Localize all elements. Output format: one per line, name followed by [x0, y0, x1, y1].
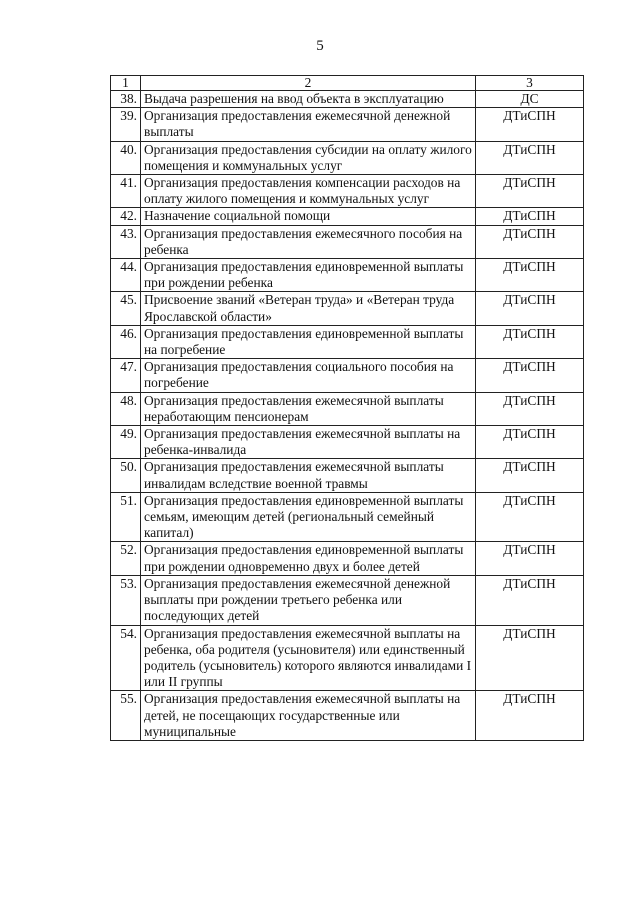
table-row	[111, 259, 584, 292]
responsible-department: ДТиСПН	[476, 225, 584, 258]
responsible-department: ДТиСПН	[476, 108, 584, 141]
responsible-department: ДТиСПН	[476, 259, 584, 292]
row-number: 42.	[111, 208, 141, 225]
table-row	[111, 175, 584, 208]
table-row	[111, 575, 584, 625]
header-col-3: 3	[476, 76, 584, 91]
service-name: Организация предоставления ежемесячной денежной выплаты	[141, 108, 476, 141]
table-row	[111, 691, 584, 741]
header-col-2: 2	[141, 76, 476, 91]
service-name: Организация предоставления ежемесячной выплаты на ребенка, оба родителя (усыновителя) или единственный родитель (усыновитель) которого являются инвалидами I или II группы	[141, 625, 476, 691]
row-number: 43.	[111, 225, 141, 258]
responsible-department: ДТиСПН	[476, 575, 584, 625]
service-name: Организация предоставления компенсации расходов на оплату жилого помещения и коммунальных услуг	[141, 175, 476, 208]
table-row	[111, 292, 584, 325]
service-name: Выдача разрешения на ввод объекта в эксплуатацию	[141, 91, 476, 108]
service-name: Организация предоставления единовременной выплаты семьям, имеющим детей (региональный семейный капитал)	[141, 492, 476, 542]
service-name: Организация предоставления ежемесячной выплаты инвалидам вследствие военной травмы	[141, 459, 476, 492]
services-table	[110, 75, 584, 741]
responsible-department: ДТиСПН	[476, 208, 584, 225]
service-name: Организация предоставления социального пособия на погребение	[141, 359, 476, 392]
responsible-department: ДТиСПН	[476, 175, 584, 208]
row-number: 45.	[111, 292, 141, 325]
row-number: 50.	[111, 459, 141, 492]
row-number: 48.	[111, 392, 141, 425]
service-name: Организация предоставления единовременной выплаты при рождении ребенка	[141, 259, 476, 292]
row-number: 41.	[111, 175, 141, 208]
table-row	[111, 141, 584, 174]
page-number: 5	[316, 38, 324, 54]
responsible-department: ДТиСПН	[476, 325, 584, 358]
table-row	[111, 359, 584, 392]
service-name: Организация предоставления ежемесячной выплаты на ребенка-инвалида	[141, 426, 476, 459]
table-row	[111, 492, 584, 542]
table-row	[111, 208, 584, 225]
table-row	[111, 325, 584, 358]
table-row	[111, 542, 584, 575]
service-name: Организация предоставления ежемесячной выплаты неработающим пенсионерам	[141, 392, 476, 425]
service-name: Организация предоставления единовременной выплаты при рождении одновременно двух и более детей	[141, 542, 476, 575]
table-row	[111, 108, 584, 141]
row-number: 49.	[111, 426, 141, 459]
row-number: 51.	[111, 492, 141, 542]
service-name: Организация предоставления субсидии на оплату жилого помещения и коммунальных услуг	[141, 141, 476, 174]
responsible-department: ДТиСПН	[476, 492, 584, 542]
table-header-row	[111, 76, 584, 91]
table-body	[111, 91, 584, 741]
service-name: Организация предоставления единовременной выплаты на погребение	[141, 325, 476, 358]
row-number: 55.	[111, 691, 141, 741]
responsible-department: ДТиСПН	[476, 292, 584, 325]
table-row	[111, 625, 584, 691]
row-number: 39.	[111, 108, 141, 141]
responsible-department: ДТиСПН	[476, 691, 584, 741]
service-name: Присвоение званий «Ветеран труда» и «Ветеран труда Ярославской области»	[141, 292, 476, 325]
service-name: Организация предоставления ежемесячной выплаты на детей, не посещающих государственные или муниципальные	[141, 691, 476, 741]
row-number: 52.	[111, 542, 141, 575]
row-number: 47.	[111, 359, 141, 392]
responsible-department: ДТиСПН	[476, 141, 584, 174]
responsible-department: ДТиСПН	[476, 359, 584, 392]
table-row	[111, 459, 584, 492]
row-number: 38.	[111, 91, 141, 108]
row-number: 46.	[111, 325, 141, 358]
table-row	[111, 392, 584, 425]
responsible-department: ДТиСПН	[476, 392, 584, 425]
row-number: 40.	[111, 141, 141, 174]
table-row	[111, 91, 584, 108]
responsible-department: ДТиСПН	[476, 625, 584, 691]
responsible-department: ДТиСПН	[476, 459, 584, 492]
row-number: 44.	[111, 259, 141, 292]
service-name: Назначение социальной помощи	[141, 208, 476, 225]
service-name: Организация предоставления ежемесячного пособия на ребенка	[141, 225, 476, 258]
row-number: 53.	[111, 575, 141, 625]
table-row	[111, 225, 584, 258]
row-number: 54.	[111, 625, 141, 691]
service-name: Организация предоставления ежемесячной денежной выплаты при рождении третьего ребенка или последующих детей	[141, 575, 476, 625]
responsible-department: ДС	[476, 91, 584, 108]
table-row	[111, 426, 584, 459]
responsible-department: ДТиСПН	[476, 542, 584, 575]
responsible-department: ДТиСПН	[476, 426, 584, 459]
header-col-1: 1	[111, 76, 141, 91]
